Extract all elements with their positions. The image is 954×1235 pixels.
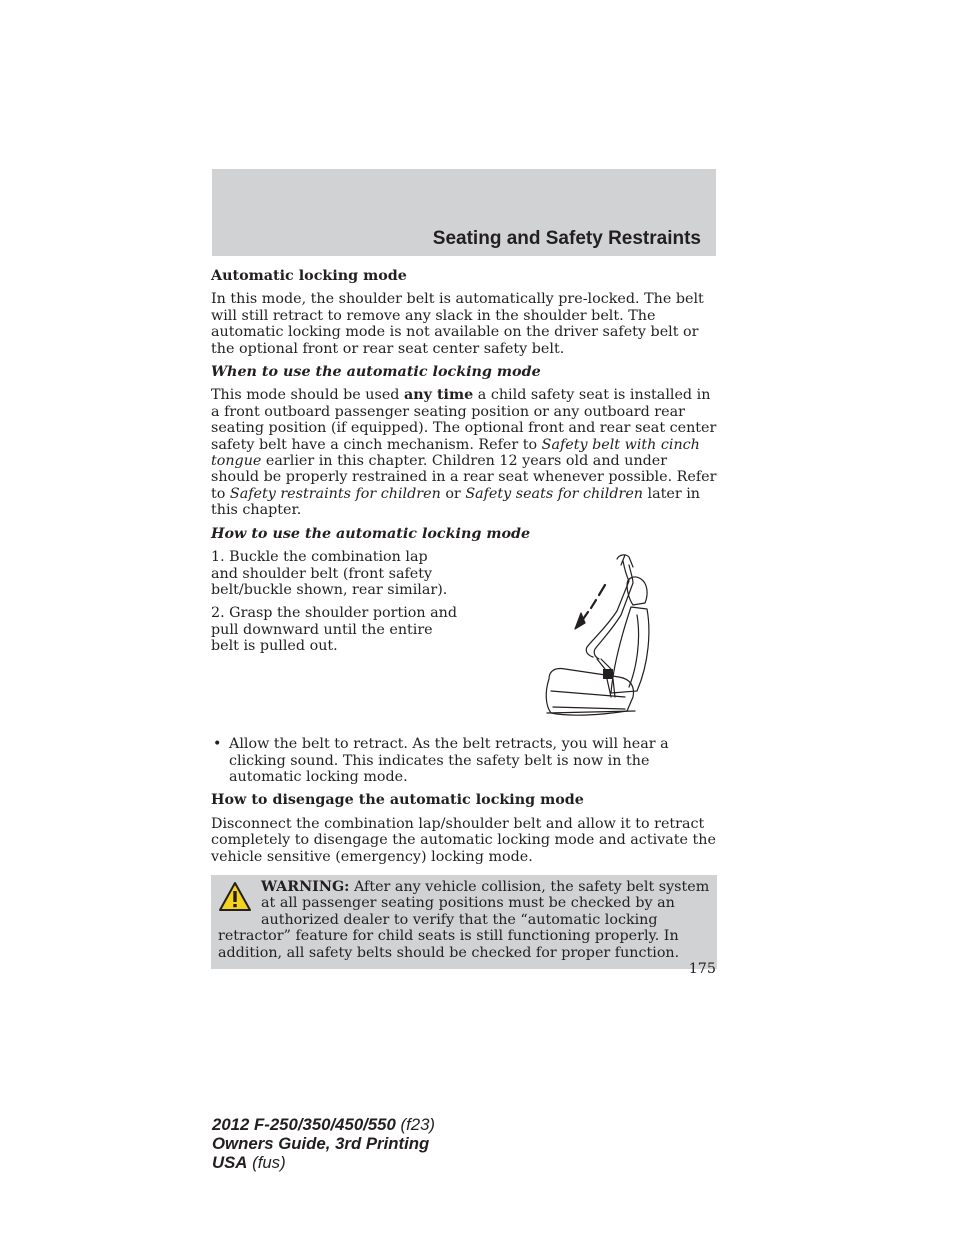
footer-line-1 [212, 1115, 435, 1134]
step-2: 2. Grasp the shoulder portion and pull downward until the entire belt is pulled out. [211, 605, 458, 655]
footer-line-2 [212, 1134, 435, 1153]
steps-with-illustration [211, 549, 717, 732]
paragraph-how-to-disengage: Disconnect the combination lap/shoulder belt and allow it to retract completely to disengage the automatic locking mode and activate the vehicle sensitive (emergency) locking mode. [211, 815, 716, 865]
step-1: 1. Buckle the combination lap and shoulder belt (front safety belt/buckle shown, rear similar). [211, 549, 448, 598]
document-footer [212, 1115, 435, 1172]
emphasis-any-time: any time [404, 387, 474, 404]
cross-reference-cinch-tongue: Safety belt with cinch tongue [211, 436, 700, 470]
footer-market: USA [212, 1153, 248, 1172]
bullet-item [211, 736, 717, 785]
heading-how-to-use: How to use the automatic locking mode [211, 525, 531, 542]
text-run: a child safety seat is installed in a front outboard passenger seating position or any outboard rear seating position (if equipped). The optional front and rear seat center safety belt have a cinch mechanism. Refer to [211, 387, 717, 453]
footer-model: 2012 F-250/350/450/550 [212, 1115, 396, 1134]
page-content [211, 268, 717, 969]
warning-label: WARNING: [261, 878, 350, 895]
footer-guide-title: Owners Guide, 3rd Printing [212, 1134, 430, 1153]
warning-text: After any vehicle collision, the safety belt system at all passenger seating positions must be checked by an authorized dealer to verify that the “automatic locking retractor” feature for child seats is still functioning properly. In addition, all safety belts should be checked for proper function. [218, 878, 710, 961]
paragraph-automatic-locking-description: In this mode, the shoulder belt is automatically pre-locked. The belt will still retract to remove any slack in the shoulder belt. The automatic locking mode is not available on the driver safety belt or the optional front or rear seat center safety belt. [211, 291, 704, 357]
heading-automatic-locking-mode: Automatic locking mode [211, 268, 407, 284]
cross-reference-safety-restraints-children: Safety restraints for children [229, 485, 441, 502]
bullet-text: Allow the belt to retract. As the belt retracts, you will hear a clicking sound. This indicates the safety belt is now in the automatic locking mode. [229, 736, 669, 785]
heading-when-to-use: When to use the automatic locking mode [211, 364, 541, 381]
footer-line-3 [212, 1153, 435, 1172]
text-run: or [440, 485, 466, 502]
footer-model-code: (f23) [395, 1115, 435, 1134]
text-run: This mode should be used [211, 387, 405, 404]
text-run: later in this chapter. [211, 485, 701, 519]
page-number: 175 [688, 961, 716, 977]
text-run: earlier in this chapter. Children 12 years old and under should be properly restrained in a rear seat whenever possible. Refer to [211, 453, 717, 502]
section-header-band [212, 169, 716, 256]
section-title: Seating and Safety Restraints [432, 228, 701, 249]
seat-belt-illustration [541, 551, 659, 721]
steps-list [211, 549, 459, 661]
footer-market-code: (fus) [247, 1153, 286, 1172]
warning-box [211, 875, 717, 969]
cross-reference-safety-seats-children: Safety seats for children [465, 485, 643, 502]
warning-triangle-icon [218, 881, 252, 913]
bullet-marker: • [213, 736, 222, 753]
heading-how-to-disengage: How to disengage the automatic locking mode [211, 792, 584, 809]
paragraph-when-to-use [211, 387, 717, 518]
